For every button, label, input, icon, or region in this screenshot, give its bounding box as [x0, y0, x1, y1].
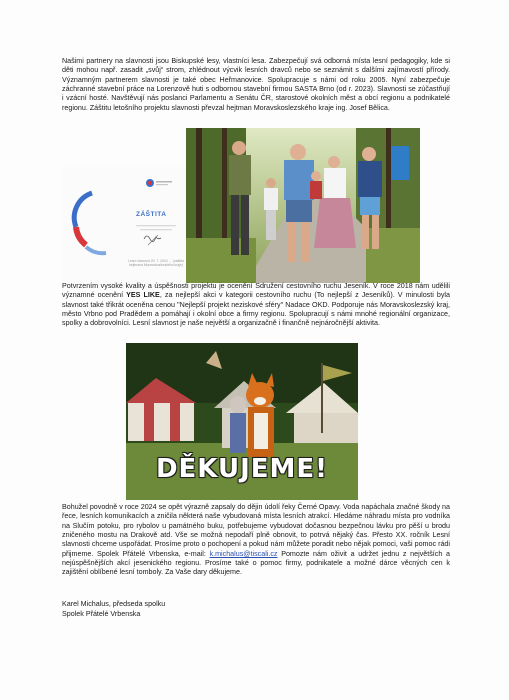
- signature-organization: Spolek Přátelé Vrbenska: [62, 609, 141, 618]
- signature-name: Karel Michalus, předseda spolku: [62, 600, 166, 608]
- patronage-heading: ZÁŠTITA: [136, 211, 167, 218]
- photo-visitors-walking: [186, 128, 420, 283]
- thanks-banner: DĚKUJEME!: [155, 454, 329, 484]
- paragraph-text: Bohužel povodně v roce 2024 se opět výrazně zapsaly do dějin údolí řeky Černé Opavy. Voda napáchala značné škody na řece, lesních komunikacích a zničila některá naše vybudovaná místa lesních atrakcí. Hledáme náhradu místa pro vodníka na Slučím potoku, pro rybolov u památného buku, potřebujeme vybudovat dočasnou bezpečnou lávku pro pěší u brodu zničeného mostu na Drakově atd. Vše se možná nepodaří plně obnovit, to potrvá nějaký čas. Přesto XX. ročník Lesní slavnosti chceme uspořádat. Prosíme proto o pochopení a pokud nám můžete poradit nebo nějak pomoci, vaši pomoc rádi přijmeme. Spolek Přátelé Vrbenska, e-mail:: [62, 503, 450, 558]
- paragraph-text: , za nejlepší akci v kategorii cestovního ruchu (To nejlepší z Jeseníků). V minulosti byla slavnost také třikrát oceněna cenou "Nejlepší projekt neziskové sféry" Nadace OKD. Podporuje nás Moravskoslezský kraj, město Vrbno pod Pradědem a pomáhají i okolní obce a firmy regionu. Spolupracují s námi mnohé regionální organizace, spolky a dobrovolníci. Lesní slavnost je naše největší a organizačně i finančně nejnáročnější aktivita.: [62, 291, 450, 328]
- paragraph-awards: [62, 282, 450, 329]
- paragraph-text: Pomozte nám oživit a udržet jednu z největších a nejúspěšnějších akcí jesenického regionu. Prosíme také o pomoc firmy, podnikatele a možné dárce věcných cen k zajištění oblíbené lesní tomboly. Za Vaše dary děkujeme.: [62, 549, 450, 577]
- paragraph-partners: [62, 57, 450, 113]
- bold-text: YES LIKE: [126, 291, 160, 300]
- photo-fox-mascot: [126, 343, 358, 500]
- email-link[interactable]: k.michalus@tiscali.cz: [209, 549, 278, 558]
- patronage-card: [62, 167, 186, 284]
- paragraph-text: Našimi partnery na slavnosti jsou Biskupské lesy, vlastníci lesa. Zabezpečují svá odborná místa lesní pedagogiky, kde si děti mohou např. zasadit „svůj“ strom, zhlédnout výcvik lesních dravců nebo se seznámit s dalšími zajímavostí přírody. Významným partnerem slavnosti je také obec Heřmanovice. Spolupracuje s námi od roku 2005. Nyní zabezpečuje záchranné stavební práce na Lorenzově huti s odbornou stavební firmou SASTA Brno (od r. 2023). Slavnosti se zúčastňují i vzácní hosté. Navštěvují nás poslanci Parlamentu a Senátu ČR, starostové okolních měst a obcí regionu a podnikatelé regionu. Záštitu letošního projektu slavnosti převzal hejtman Moravskoslezského kraje ing. Josef Bělica.: [62, 57, 450, 112]
- paragraph-text: Potvrzením vysoké kvality a úspěšnosti projektu je ocenění Sdružení cestovního ruchu Jeseník. V roce 2018 nám udělili významné ocenění: [62, 282, 450, 300]
- paragraph-floods: [62, 503, 450, 578]
- patronage-caption: Lesní slavnost 20. 7. 2024 … (záštita hejtmana Moravskoslezského kraje): [128, 259, 184, 268]
